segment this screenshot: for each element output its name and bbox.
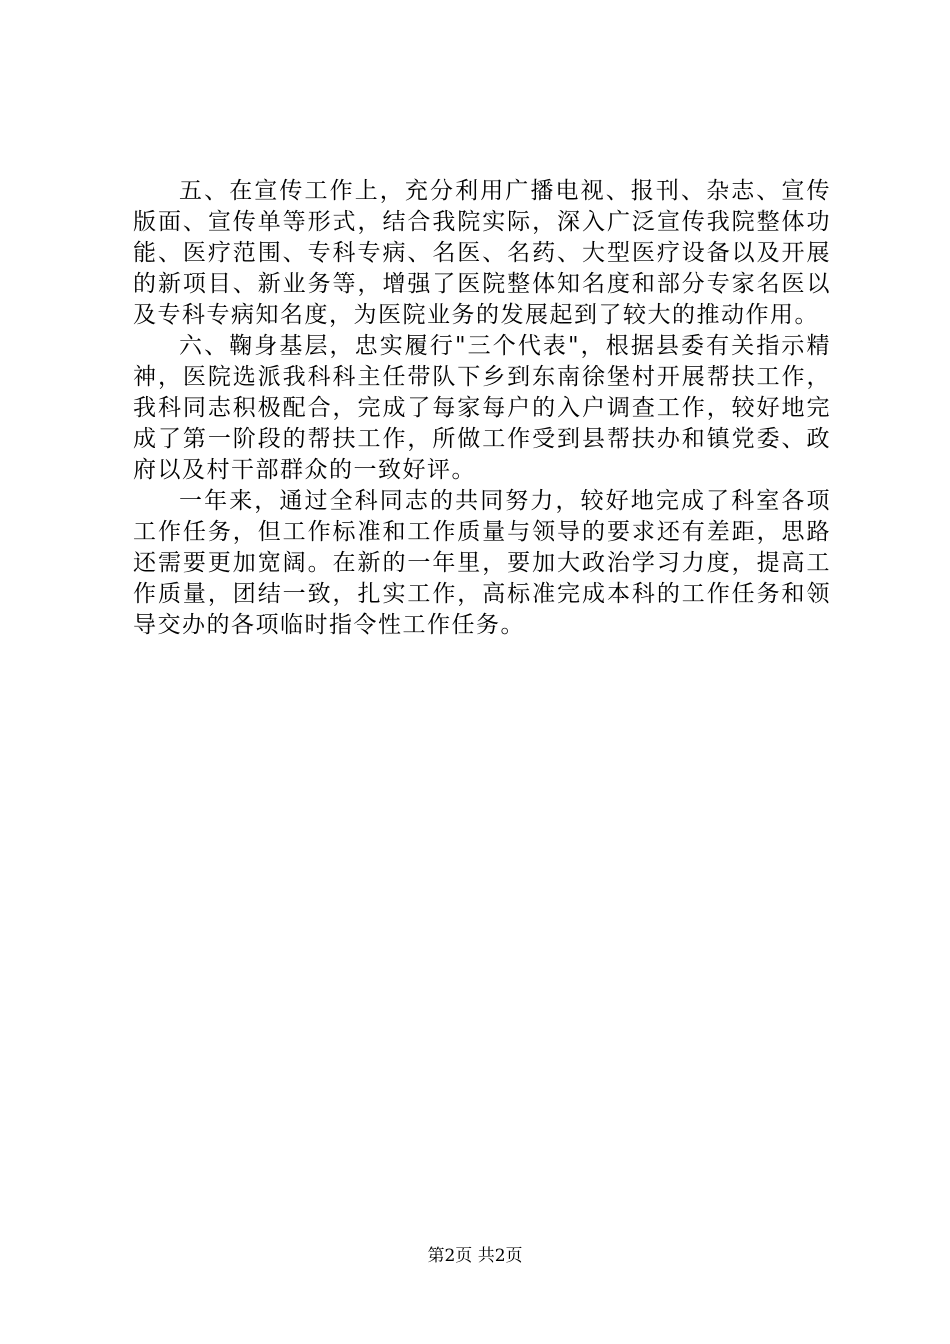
document-body: [133, 176, 831, 641]
paragraph-summary: 一年来，通过全科同志的共同努力，较好地完成了科室各项工作任务，但工作标准和工作质量与领导的要求还有差距，思路还需要更加宽阔。在新的一年里，要加大政治学习力度，提高工作质量，团结一致，扎实工作，高标准完成本科的工作任务和领导交办的各项临时指令性工作任务。: [133, 488, 831, 638]
paragraph-grassroots: 六、鞠身基层，忠实履行"三个代表"，根据县委有关指示精神，医院选派我科科主任带队下乡到东南徐堡村开展帮扶工作，我科同志积极配合，完成了每家每户的入户调查工作，较好地完成了第一阶段的帮扶工作，所做工作受到县帮扶办和镇党委、政府以及村干部群众的一致好评。: [133, 333, 831, 483]
page-number-footer: 第2页 共2页: [427, 1246, 523, 1266]
paragraph-publicity: 五、在宣传工作上，充分利用广播电视、报刊、杂志、宣传版面、宣传单等形式，结合我院实际，深入广泛宣传我院整体功能、医疗范围、专科专病、名医、名药、大型医疗设备以及开展的新项目、新业务等，增强了医院整体知名度和部分专家名医以及专科专病知名度，为医院业务的发展起到了较大的推动作用。: [133, 178, 831, 328]
